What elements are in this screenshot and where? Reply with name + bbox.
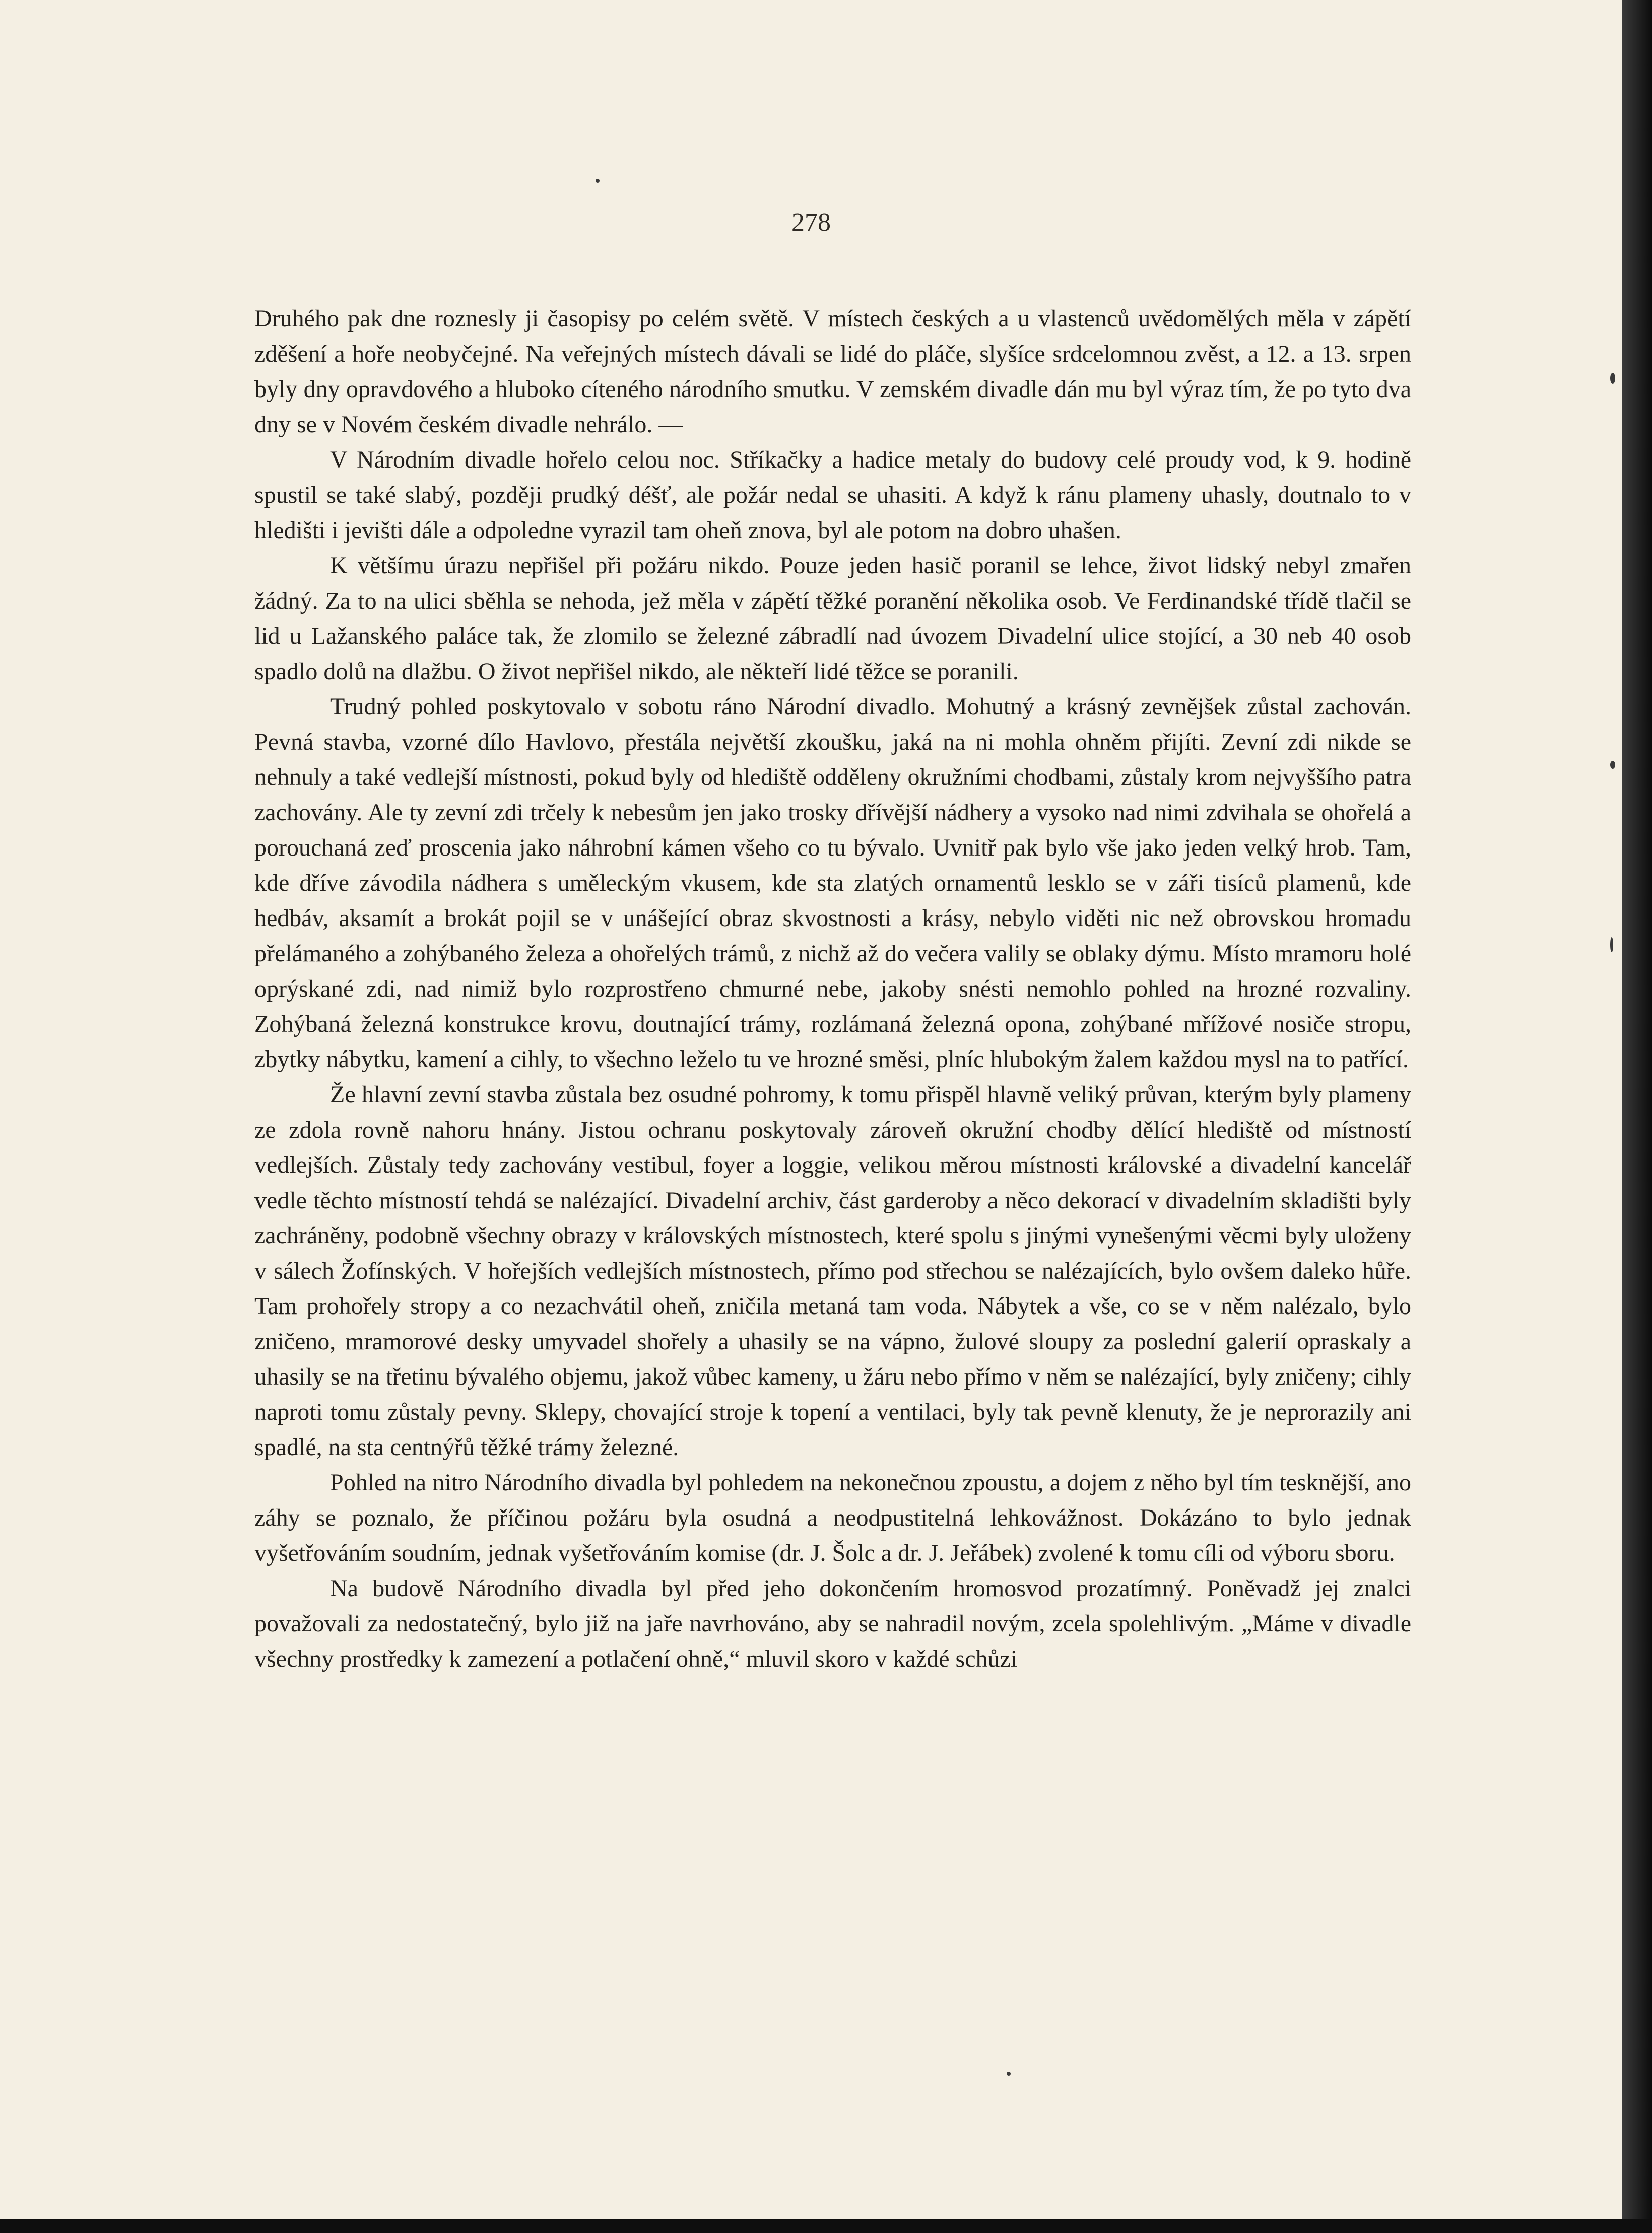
paper-speck	[1610, 937, 1613, 952]
paragraph: Pohled na nitro Národního divadla byl pohledem na nekonečnou zpoustu, a dojem z něho byl tím tesknější, ano záhy se poznalo, že příčinou požáru byla osudná a neodpustitelná lehkovážnost. Dokázáno to bylo jednak vyšetřováním soudním, jednak vyšetřováním komise (dr. J. Šolc a dr. J. Jeřábek) zvolené k tomu cíli od výboru sboru.	[254, 1469, 1411, 1566]
paragraph: Trudný pohled poskytovalo v sobotu ráno Národní divadlo. Mohutný a krásný zevnějšek zůstal zachován. Pevná stavba, vzorné dílo Havlovo, přestála největší zkoušku, jaká na ni mohla ohněm přijíti. Zevní zdi nikde se nehnuly a také vedlejší místnosti, pokud byly od hlediště odděleny okružními chodbami, zůstaly krom nejvyššího patra zachovány. Ale ty zevní zdi trčely k nebesům jen jako trosky dřívější nádhery a vysoko nad nimi zdvihala se ohořelá a porouchaná zeď proscenia jako náhrobní kámen všeho co tu bývalo. Uvnitř pak bylo vše jako jeden velký hrob. Tam, kde dříve závodila nádhera s uměleckým vkusem, kde sta zlatých ornamentů lesklo se v záři tisíců plamenů, kde hedbáv, aksamít a brokát pojil se v unášející obraz skvostnosti a krásy, nebylo viděti nic než obrovskou hromadu přelámaného a zohýbaného železa a ohořelých trámů, z nichž až do večera valily se oblaky dýmu. Místo mramoru holé oprýskané zdi, nad nimiž bylo rozprostřeno chmurné nebe, jakoby snésti nemohlo pohled na hrozné rozvaliny. Zohýbaná železná konstrukce krovu, doutnající trámy, rozlámaná železná opona, zohýbané mřížové nosiče stropu, zbytky nábytku, kamení a cihly, to všechno leželo tu ve hrozné směsi, plníc hlubokým žalem každou mysl na to patřící.	[254, 693, 1411, 1073]
paragraph: Druhého pak dne roznesly ji časopisy po celém světě. V místech českých a u vlastenců uvědomělých měla v zápětí zděšení a hoře neobyčejné. Na veřejných místech dávali se lidé do pláče, slyšíce srdcelomnou zvěst, a 12. a 13. srpen byly dny opravdového a hluboko cíteného národního smutku. V zemském divadle dán mu byl výraz tím, že po tyto dva dny se v Novém českém divadle nehrálo. —	[254, 305, 1411, 438]
paper-speck	[596, 179, 600, 183]
paragraph: V Národním divadle hořelo celou noc. Stříkačky a hadice metaly do budovy celé proudy vod, k 9. hodině spustil se také slabý, později prudký déšť, ale požár nedal se uhasiti. A když k ránu plameny uhasly, doutnalo to v hledišti i jevišti dále a odpoledne vyrazil tam oheň znova, byl ale potom na dobro uhašen.	[254, 446, 1411, 544]
body-text	[254, 301, 1411, 1677]
book-spine-edge	[1622, 0, 1652, 2233]
scan-bottom-edge	[0, 2219, 1652, 2233]
paragraph: K většímu úrazu nepřišel při požáru nikdo. Pouze jeden hasič poranil se lehce, život lidský nebyl zmařen žádný. Za to na ulici sběhla se nehoda, jež měla v zápětí těžké poranění několika osob. Ve Ferdinandské třídě tlačil se lid u Lažanského paláce tak, že zlomilo se železné zábradlí nad úvozem Divadelní ulice stojící, a 30 neb 40 osob spadlo dolů na dlažbu. O život nepřišel nikdo, ale někteří lidé těžce se poranili.	[254, 552, 1411, 685]
paragraph: Na budově Národního divadla byl před jeho dokončením hromosvod prozatímný. Poněvadž jej znalci považovali za nedostatečný, bylo již na jaře navrhováno, aby se nahradil novým, zcela spolehlivým. „Máme v divadle všechny prostředky k zamezení a potlačení ohně,“ mluvil skoro v každé schůzi	[254, 1575, 1411, 1672]
paper-speck	[1007, 2072, 1011, 2076]
page-number: 278	[791, 208, 831, 237]
paper-speck	[1610, 761, 1615, 769]
paper-speck	[1610, 373, 1615, 384]
paragraph: Že hlavní zevní stavba zůstala bez osudné pohromy, k tomu přispěl hlavně veliký průvan, kterým byly plameny ze zdola rovně nahoru hnány. Jistou ochranu poskytovaly zároveň okružní chodby dělící hlediště od místností vedlejších. Zůstaly tedy zachovány vestibul, foyer a loggie, velikou měrou místnosti královské a divadelní kancelář vedle těchto místností tehdá se nalézající. Divadelní archiv, část garderoby a něco dekorací v divadelním skladišti byly zachráněny, podobně všechny obrazy v královských místnostech, které spolu s jinými vynešenými věcmi byly uloženy v sálech Žofínských. V hořejších vedlejších místnostech, přímo pod střechou se nalézajících, bylo ovšem daleko hůře. Tam prohořely stropy a co nezachvátil oheň, zničila metaná tam voda. Nábytek a vše, co se v něm nalézalo, bylo zničeno, mramorové desky umyvadel shořely a uhasily se na vápno, žulové sloupy za poslední galerií opraskaly a uhasily se na třetinu bývalého objemu, jakož vůbec kameny, u žáru nebo přímo v něm se nalézající, byly zničeny; cihly naproti tomu zůstaly pevny. Sklepy, chovající stroje k topení a ventilaci, byly tak pevně klenuty, že je neprorazily ani spadlé, na sta centnýřů těžké trámy železné.	[254, 1081, 1411, 1461]
